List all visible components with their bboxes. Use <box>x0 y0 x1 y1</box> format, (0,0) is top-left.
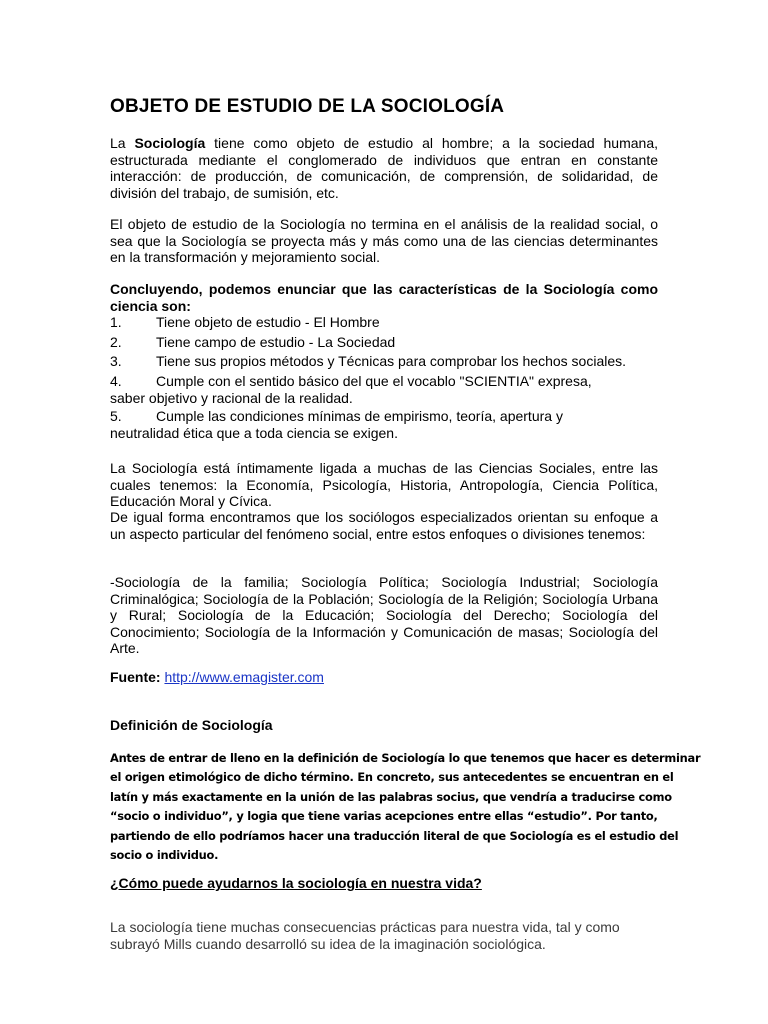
conclusion-heading: Concluyendo, podemos enunciar que las características de la Sociología como ciencia son: <box>110 281 658 314</box>
list-item <box>110 334 658 351</box>
list-number: 4. <box>110 373 122 389</box>
list-text: Tiene sus propios métodos y Técnicas para comprobar los hechos sociales. <box>156 353 627 369</box>
list-number: 1. <box>110 314 122 330</box>
list-text: Cumple con el sentido básico del que el vocablo "SCIENTIA" expresa, <box>156 373 592 389</box>
intro-bold-word: Sociología <box>134 135 206 151</box>
list-text-continued: saber objetivo y racional de la realidad. <box>110 389 353 406</box>
definition-line: Antes de entrar de lleno en la definición de Sociología lo que tenemos que hacer es determinar <box>110 751 701 765</box>
definition-paragraph <box>110 749 701 865</box>
definition-heading: Definición de Sociología <box>110 717 273 733</box>
definition-line: latín y más exactamente en la unión de las palabras socius, que vendría a traducirse como <box>110 789 672 804</box>
definition-line: partiendo de ello podríamos hacer una traducción literal de que Sociología es el estudio del <box>110 828 679 843</box>
paragraph-3: La Sociología está íntimamente ligada a muchas de las Ciencias Sociales, entre las cuales tenemos: la Economía, Psicología, Historia, Antropología, Ciencia Política, Educación Moral y Cívica. <box>110 460 658 509</box>
intro-paragraph <box>110 135 658 201</box>
list-number: 5. <box>110 408 122 424</box>
list-number: 3. <box>110 353 122 369</box>
source-link[interactable]: http://www.emagister.com <box>164 669 324 685</box>
final-paragraph: La sociología tiene muchas consecuencias prácticas para nuestra vida, tal y como subrayó Mills cuando desarrolló su idea de la imaginación sociológica. <box>110 919 620 952</box>
list-text: Tiene objeto de estudio - El Hombre <box>156 314 380 330</box>
paragraph-5: -Sociología de la familia; Sociología Política; Sociología Industrial; Sociología Criminalógica; Sociología de la Población; Sociología de la Religión; Sociología Urbana y Rural; Sociología de la Educación; Sociología del Derecho; Sociología del Conocimiento; Sociología de la Información y Comunicación de masas; Sociología del Arte. <box>110 574 658 656</box>
question-heading: ¿Cómo puede ayudarnos la sociología en nuestra vida? <box>110 875 482 891</box>
intro-prefix: La <box>110 135 135 151</box>
source-line <box>110 669 324 686</box>
list-text-continued: neutralidad ética que a toda ciencia se exigen. <box>110 424 398 441</box>
paragraph-2: El objeto de estudio de la Sociología no termina en el análisis de la realidad social, o sea que la Sociología se proyecta más y más como una de las ciencias determinantes en la transformación y mejoramiento social. <box>110 216 658 265</box>
list-item <box>110 314 658 331</box>
list-item <box>110 373 658 406</box>
list-item <box>110 353 658 370</box>
list-text: Tiene campo de estudio - La Sociedad <box>156 334 396 350</box>
paragraph-4: De igual forma encontramos que los sociólogos especializados orientan su enfoque a un aspecto particular del fenómeno social, entre estos enfoques o divisiones tenemos: <box>110 509 658 542</box>
definition-line: el origen etimológico de dicho término. En concreto, sus antecedentes se encuentran en el <box>110 770 674 785</box>
source-label: Fuente: <box>110 669 161 685</box>
list-text: Cumple las condiciones mínimas de empirismo, teoría, apertura y <box>156 408 563 424</box>
list-item <box>110 408 658 441</box>
intro-rest: tiene como objeto de estudio al hombre; a la sociedad humana, estructurada mediante el conglomerado de individuos que entran en constante interacción: de producción, de comunicación, de comprensión, de solidaridad, de división del trabajo, de sumisión, etc. <box>110 135 658 201</box>
page-title: OBJETO DE ESTUDIO DE LA SOCIOLOGÍA <box>110 96 505 117</box>
list-number: 2. <box>110 334 122 350</box>
definition-line: socio o individuo. <box>110 848 219 863</box>
definition-line: “socio o individuo”, y logia que tiene varias acepciones entre ellas “estudio”. Por tanto, <box>110 809 658 824</box>
